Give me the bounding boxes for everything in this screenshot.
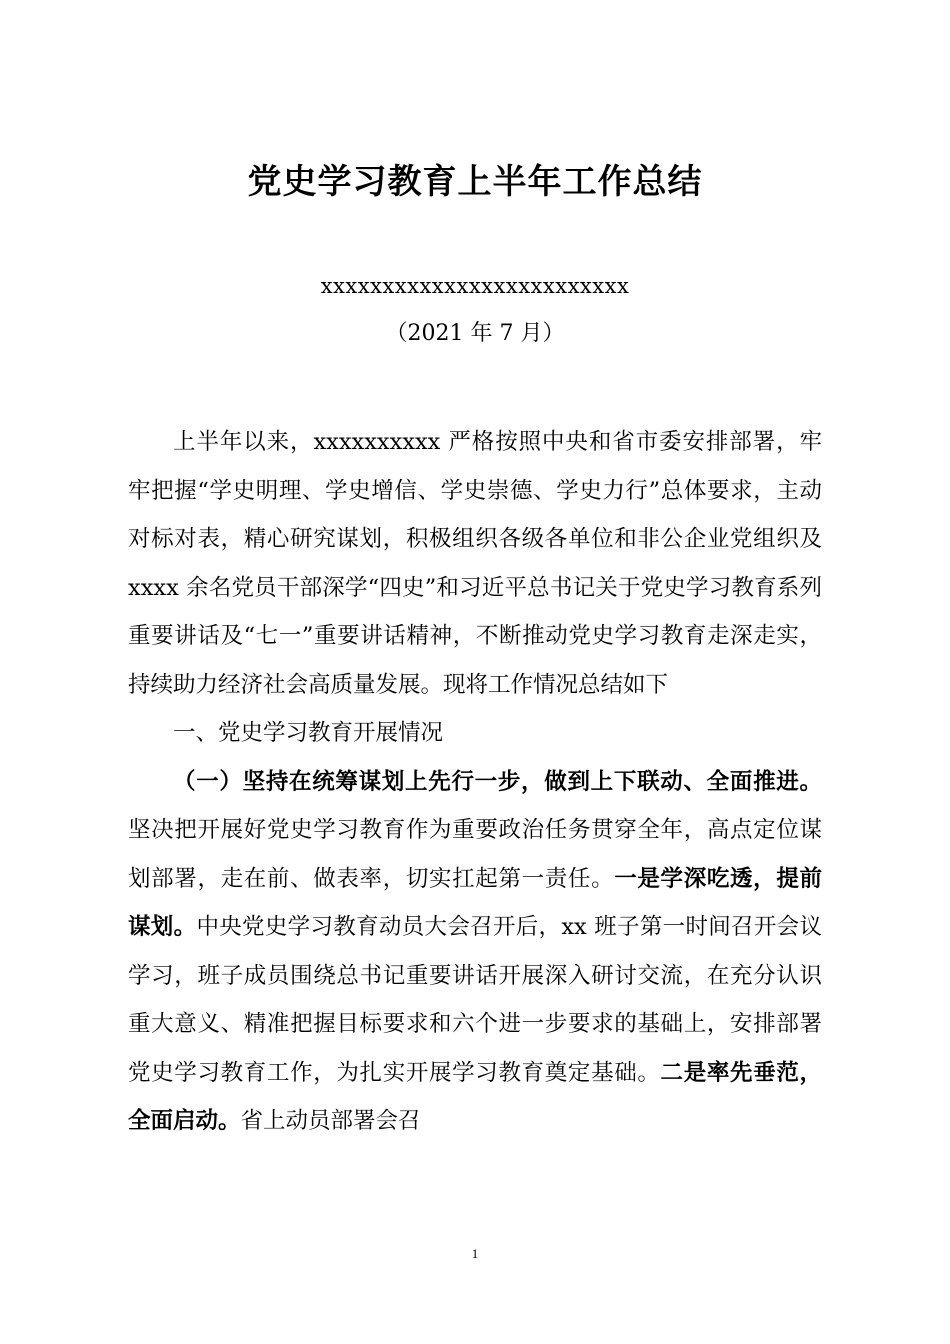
point1-heading: 一是学深吃透，提前谋划。 xyxy=(128,865,822,940)
subsection-heading: （一）坚持在统筹谋划上先行一步，做到上下联动、全面推进。 xyxy=(173,768,822,795)
document-title: 党史学习教育上半年工作总结 xyxy=(247,162,703,202)
document-date: （2021 年 7 月） xyxy=(385,321,565,346)
document-body xyxy=(128,418,822,1146)
subsection-text: 坚决把开展好党史学习教育作为重要政治任务贯穿全年，高点定位谋划部署，走在前、做表率，切实扛起第一责任。 xyxy=(128,817,822,892)
subsection-paragraph xyxy=(128,758,822,1146)
document-author: xxxxxxxxxxxxxxxxxxxxxxxxx xyxy=(320,274,630,298)
intro-paragraph: 上半年以来，xxxxxxxxxx 严格按照中央和省市委安排部署，牢牢把握“学史明理、学史增信、学史崇德、学史力行”总体要求，主动对标对表，精心研究谋划，积极组织各级各单位和非公企业党组织及 xxxx 余名党员干部深学“四史”和习近平总书记关于党史学习教育系列重要讲话及“七一”重要讲话精神，不断推动党史学习教育走深走实，持续助力经济社会高质量发展。现将工作情况总结如下 xyxy=(128,429,822,698)
page-number: 1 xyxy=(471,1246,479,1261)
point2-heading: 二是率先垂范，全面启动。 xyxy=(128,1059,822,1134)
section-heading: 一、党史学习教育开展情况 xyxy=(173,720,444,746)
point1-text: 中央党史学习教育动员大会召开后，xx 班子第一时间召开会议学习，班子成员围绕总书记重要讲话开展深入研讨交流，在充分认识重大意义、精准把握目标要求和六个进一步要求的基础上，安排部署党史学习教育工作，为扎实开展学习教育奠定基础。 xyxy=(128,914,822,1086)
point2-text: 省上动员部署会召 xyxy=(240,1108,421,1134)
